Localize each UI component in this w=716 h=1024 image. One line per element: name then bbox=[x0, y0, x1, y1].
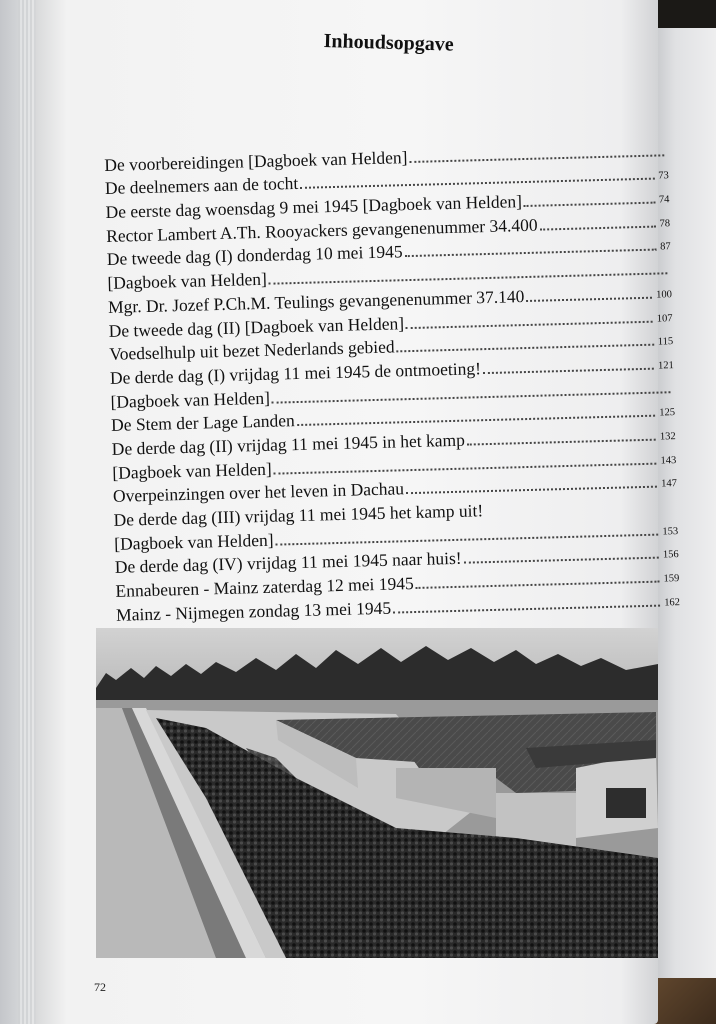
toc-entry-title: De voorbereidingen [Dagboek van Helden] bbox=[104, 146, 408, 175]
toc-entry-title: Mgr. Dr. Jozef P.Ch.M. Teulings gevangenenummer 37.140 bbox=[107, 285, 525, 317]
toc-entry-title: Rector Lambert A.Th. Rooyackers gevangenenummer 34.400 bbox=[105, 214, 538, 246]
book-page bbox=[36, 0, 681, 1024]
table-of-contents bbox=[104, 137, 680, 625]
toc-page-number: 87 bbox=[660, 241, 671, 253]
toc-page-number: 107 bbox=[656, 312, 673, 325]
toc-entry-title: [Dagboek van Helden] bbox=[107, 268, 268, 294]
toc-entry-title: De tweede dag (I) donderdag 10 mei 1945 bbox=[106, 241, 403, 270]
toc-entry-title: [Dagboek van Helden] bbox=[113, 529, 274, 554]
toc-page-number: 121 bbox=[657, 360, 674, 372]
toc-page-number: 115 bbox=[657, 336, 674, 348]
toc-page-number: 159 bbox=[663, 573, 680, 585]
toc-leader-dots bbox=[526, 297, 652, 302]
toc-entry-title: De eerste dag woensdag 9 mei 1945 [Dagboek van Helden] bbox=[105, 191, 523, 223]
toc-entry-title: De derde dag (II) vrijdag 11 mei 1945 in het kamp bbox=[111, 429, 466, 459]
toc-entry-title: Ennabeuren - Mainz zaterdag 12 mei 1945 bbox=[115, 573, 415, 601]
toc-page-number: 132 bbox=[659, 431, 676, 443]
toc-leader-dots bbox=[393, 604, 660, 613]
toc-entry-title: [Dagboek van Helden] bbox=[110, 387, 271, 412]
toc-leader-dots bbox=[540, 225, 656, 230]
toc-entry-title: [Dagboek van Helden] bbox=[112, 458, 272, 483]
toc-entry-title: De tweede dag (II) [Dagboek van Helden] bbox=[108, 312, 405, 341]
toc-page-number: 74 bbox=[658, 194, 670, 206]
toc-entry-title: Overpeinzingen over het leven in Dachau bbox=[112, 478, 405, 507]
toc-page-number: 143 bbox=[660, 454, 677, 467]
toc-page-number: 78 bbox=[659, 217, 671, 230]
toc-entry-title: De deelnemers aan de tocht bbox=[104, 173, 299, 199]
toc-entry-title: De derde dag (III) vrijdag 11 mei 1945 het kamp uit! bbox=[113, 500, 484, 530]
toc-page-number: 153 bbox=[662, 525, 679, 538]
toc-leader-dots bbox=[524, 202, 655, 207]
toc-entry-title: De Stem der Lage Landen bbox=[110, 410, 296, 436]
toc-entry-title: Mainz - Nijmegen zondag 13 mei 1945 bbox=[115, 597, 392, 625]
toc-leader-dots bbox=[483, 368, 654, 374]
toc-page-number: 100 bbox=[656, 288, 673, 301]
toc-page-number: 73 bbox=[658, 170, 669, 182]
camp-photograph bbox=[96, 628, 658, 958]
toc-leader-dots bbox=[467, 439, 656, 446]
page-title: Inhoudsopgave bbox=[323, 30, 455, 56]
toc-page-number: 156 bbox=[662, 549, 679, 561]
page-number: 72 bbox=[94, 980, 106, 994]
toc-entry-title: De derde dag (I) vrijdag 11 mei 1945 de ontmoeting! bbox=[109, 358, 482, 388]
toc-entry-title: De derde dag (IV) vrijdag 11 mei 1945 naar huis! bbox=[114, 548, 462, 578]
toc-page-number: 162 bbox=[664, 596, 681, 609]
toc-page-number: 125 bbox=[659, 407, 676, 419]
toc-entry-title: Voedselhulp uit bezet Nederlands gebied bbox=[109, 336, 395, 365]
toc-page-number: 147 bbox=[660, 478, 678, 490]
toc-leader-dots bbox=[464, 557, 659, 564]
